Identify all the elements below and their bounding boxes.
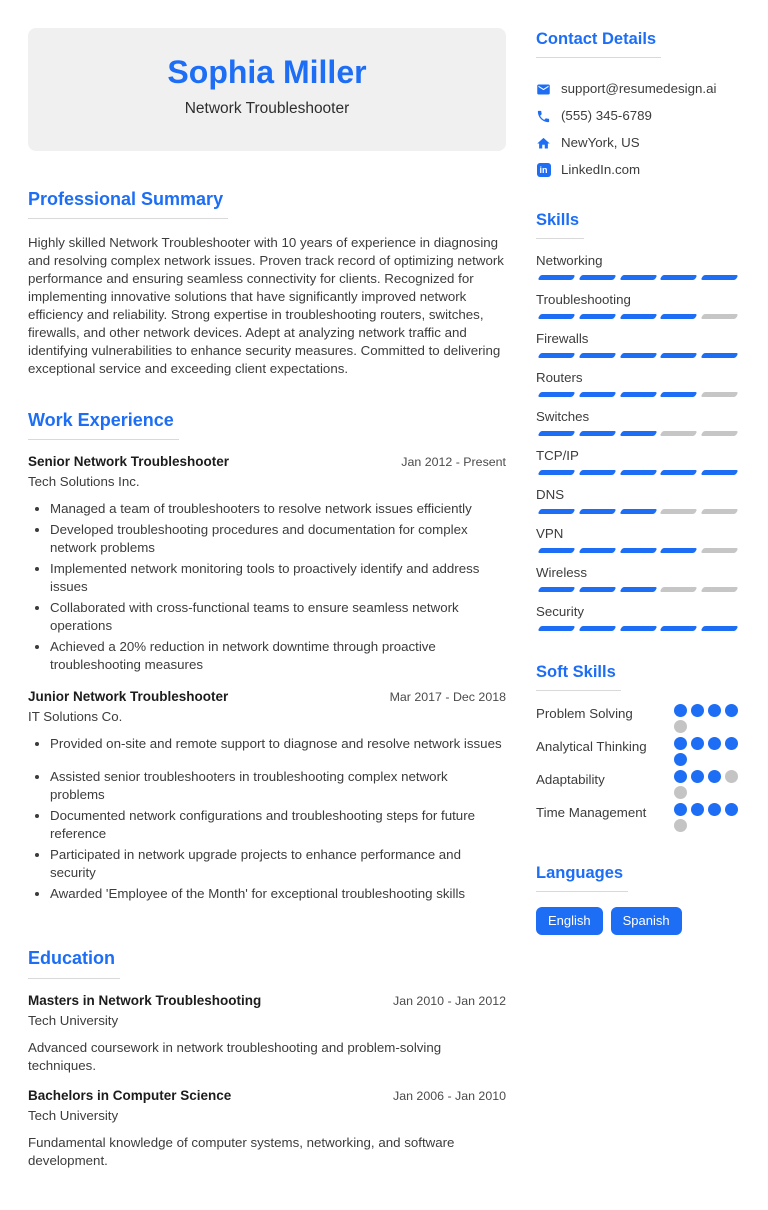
skills-list — [536, 252, 740, 630]
skill-level-bar — [536, 392, 740, 397]
header-card — [28, 28, 506, 151]
soft-skill-dots — [674, 803, 740, 832]
skill-segment-empty — [660, 509, 698, 514]
rating-dot-filled — [708, 737, 721, 750]
education-dates: Jan 2010 - Jan 2012 — [393, 993, 506, 1008]
skill-level-bar — [536, 470, 740, 475]
skill-label: Firewalls — [536, 331, 589, 347]
job-dates: Jan 2012 - Present — [401, 455, 506, 470]
contact-email-text: support@resumedesign.ai — [561, 81, 717, 97]
skill-segment-filled — [538, 470, 576, 475]
skill-level-bar — [536, 353, 740, 358]
rating-dot-empty — [725, 770, 738, 783]
rating-dot-filled — [674, 753, 687, 766]
main-column — [28, 28, 506, 1182]
skill-segment-filled — [578, 431, 616, 436]
rating-dot-empty — [674, 786, 687, 799]
job-bullet: • Managed a team of troubleshooters to resolve network issues efficiently — [50, 500, 506, 518]
skill-segment-filled — [660, 392, 698, 397]
skill-segment-filled — [578, 470, 616, 475]
skill-segment-filled — [538, 392, 576, 397]
education-heading: Education — [28, 946, 120, 978]
skill-segment-filled — [619, 587, 657, 592]
rating-dot-filled — [691, 803, 704, 816]
skill-segment-empty — [660, 587, 698, 592]
skill-segment-filled — [538, 353, 576, 358]
soft-skill-label: Adaptability — [536, 771, 605, 787]
soft-skills-section — [536, 661, 740, 832]
job-bullet-list — [28, 500, 506, 673]
skill-segment-filled — [578, 509, 616, 514]
skill-label: TCP/IP — [536, 447, 579, 463]
rating-dot-filled — [725, 803, 738, 816]
language-badge: English — [536, 907, 603, 935]
education-description: Fundamental knowledge of computer systems, networking, and software development. — [28, 1134, 455, 1168]
education-school: Tech University — [28, 1108, 119, 1123]
rating-dot-filled — [691, 770, 704, 783]
skill-segment-filled — [701, 470, 739, 475]
skills-heading: Skills — [536, 209, 584, 239]
skill-label: Wireless — [536, 564, 587, 580]
skill-level-bar — [536, 587, 740, 592]
skill-label: Switches — [536, 409, 590, 425]
skill-row — [536, 408, 740, 436]
contact-item-phone[interactable] — [536, 107, 740, 125]
language-badge: Spanish — [611, 907, 682, 935]
skill-segment-filled — [660, 353, 698, 358]
languages-list — [536, 907, 740, 935]
skill-segment-filled — [578, 548, 616, 553]
skill-segment-filled — [578, 353, 616, 358]
skill-level-bar — [536, 314, 740, 319]
skill-level-bar — [536, 275, 740, 280]
skill-segment-filled — [701, 275, 739, 280]
job-bullet-list — [28, 735, 506, 903]
soft-skill-row — [536, 803, 740, 832]
skill-segment-filled — [660, 470, 698, 475]
skill-row — [536, 291, 740, 319]
skill-segment-filled — [619, 431, 657, 436]
email-icon — [536, 82, 551, 97]
job-company: Tech Solutions Inc. — [28, 474, 140, 490]
education-entry — [28, 1087, 506, 1170]
education-entry-header — [28, 992, 506, 1010]
education-degree: Masters in Network Troubleshooting — [28, 992, 262, 1008]
skill-segment-filled — [619, 392, 657, 397]
skill-row — [536, 564, 740, 592]
skill-segment-filled — [578, 392, 616, 397]
skill-segment-filled — [619, 314, 657, 319]
languages-heading: Languages — [536, 862, 628, 892]
rating-dot-filled — [674, 770, 687, 783]
skill-segment-empty — [701, 314, 739, 319]
skill-level-bar — [536, 548, 740, 553]
skill-segment-filled — [619, 353, 657, 358]
job-bullet: • Achieved a 20% reduction in network downtime through proactive troubleshooting measures — [50, 638, 506, 674]
skill-segment-filled — [538, 431, 576, 436]
education-entry — [28, 992, 506, 1075]
job-entry — [28, 453, 506, 674]
job-bullet: • Developed troubleshooting procedures and documentation for complex network problems — [50, 521, 506, 557]
rating-dot-filled — [674, 803, 687, 816]
soft-skills-heading: Soft Skills — [536, 661, 621, 691]
rating-dot-filled — [708, 803, 721, 816]
contact-phone-text: (555) 345-6789 — [561, 108, 652, 124]
skill-segment-filled — [701, 626, 739, 631]
experience-heading: Work Experience — [28, 408, 179, 440]
skill-segment-filled — [538, 275, 576, 280]
contact-heading: Contact Details — [536, 28, 661, 58]
skill-segment-filled — [660, 314, 698, 319]
contact-location-text: NewYork, US — [561, 135, 640, 151]
skill-segment-filled — [538, 548, 576, 553]
job-entry-header — [28, 453, 506, 471]
skill-segment-filled — [578, 275, 616, 280]
rating-dot-empty — [674, 819, 687, 832]
skill-segment-empty — [701, 548, 739, 553]
skill-segment-filled — [538, 587, 576, 592]
rating-dot-filled — [674, 737, 687, 750]
job-title: Senior Network Troubleshooter — [28, 454, 230, 470]
skill-segment-filled — [660, 548, 698, 553]
rating-dot-filled — [725, 704, 738, 717]
soft-skill-row — [536, 737, 740, 766]
skill-segment-filled — [578, 587, 616, 592]
job-bullet: • Participated in network upgrade projects to enhance performance and security — [50, 846, 506, 882]
skill-label: Troubleshooting — [536, 292, 631, 308]
candidate-name: Sophia Miller — [167, 54, 367, 90]
job-dates: Mar 2017 - Dec 2018 — [389, 689, 506, 704]
skill-label: VPN — [536, 525, 564, 541]
skill-segment-filled — [578, 626, 616, 631]
skill-row — [536, 369, 740, 397]
sidebar — [536, 28, 740, 1182]
skill-segment-filled — [619, 470, 657, 475]
job-bullet: • Documented network configurations and troubleshooting steps for future reference — [50, 807, 506, 843]
skill-row — [536, 330, 740, 358]
skills-section — [536, 209, 740, 631]
skill-segment-filled — [660, 275, 698, 280]
skill-row — [536, 447, 740, 475]
contact-item-email[interactable] — [536, 80, 740, 98]
job-title: Junior Network Troubleshooter — [28, 688, 229, 704]
skill-label: Routers — [536, 370, 583, 386]
rating-dot-empty — [674, 720, 687, 733]
skill-row — [536, 486, 740, 514]
job-entry — [28, 688, 506, 903]
soft-skill-row — [536, 770, 740, 799]
skill-level-bar — [536, 626, 740, 631]
job-bullet: • Collaborated with cross-functional teams to ensure seamless network operations — [50, 599, 506, 635]
skill-segment-filled — [701, 353, 739, 358]
candidate-job-title: Network Troubleshooter — [184, 100, 350, 118]
skill-segment-filled — [619, 509, 657, 514]
rating-dot-filled — [708, 704, 721, 717]
education-school: Tech University — [28, 1012, 119, 1028]
contact-section — [536, 28, 740, 179]
skill-level-bar — [536, 509, 740, 514]
skill-level-bar — [536, 431, 740, 436]
soft-skill-dots — [674, 737, 740, 766]
job-bullet: • Assisted senior troubleshooters in troubleshooting complex network problems — [50, 768, 506, 804]
rating-dot-filled — [708, 770, 721, 783]
rating-dot-filled — [691, 704, 704, 717]
contact-item-linkedin[interactable] — [536, 161, 740, 179]
skill-segment-filled — [660, 626, 698, 631]
skill-segment-empty — [701, 431, 739, 436]
job-bullet: • Awarded 'Employee of the Month' for exceptional troubleshooting skills — [50, 885, 506, 903]
skill-label: DNS — [536, 486, 565, 502]
soft-skill-row — [536, 704, 740, 733]
contact-linkedin-text: LinkedIn.com — [561, 162, 641, 178]
job-entry-header — [28, 688, 506, 706]
soft-skills-list — [536, 704, 740, 832]
soft-skill-label: Problem Solving — [536, 705, 633, 721]
phone-icon — [536, 109, 551, 124]
summary-text: Highly skilled Network Troubleshooter with 10 years of experience in diagnosing and resolving complex network issues. Proven track record of optimizing network performance and ensuring seamless connectivity for clients. Recognized for implementing innovative solutions that have significantly improved network efficiency and reliability. Strong expertise in troubleshooting routers, switches, firewalls, and other network devices. Adept at analyzing network traffic and identifying vulnerabilities to enhance security measures. Committed to delivering exceptional service and exceeding client expectations. — [28, 235, 504, 376]
contact-item-location[interactable] — [536, 134, 740, 152]
linkedin-icon: in — [536, 163, 551, 178]
skill-row — [536, 603, 740, 631]
skill-row — [536, 525, 740, 553]
languages-section — [536, 862, 740, 935]
rating-dot-filled — [691, 737, 704, 750]
home-icon — [536, 136, 551, 151]
skill-segment-empty — [701, 509, 739, 514]
education-dates: Jan 2006 - Jan 2010 — [393, 1088, 506, 1103]
skill-segment-filled — [619, 626, 657, 631]
job-bullet: • Provided on-site and remote support to diagnose and resolve network issues — [50, 735, 506, 753]
soft-skill-label: Analytical Thinking — [536, 738, 647, 754]
rating-dot-filled — [725, 737, 738, 750]
rating-dot-filled — [674, 704, 687, 717]
summary-heading: Professional Summary — [28, 187, 228, 219]
job-bullet: • Implemented network monitoring tools to proactively identify and address issues — [50, 560, 506, 596]
education-description: Advanced coursework in network troubleshooting and problem-solving techniques. — [28, 1039, 442, 1073]
skill-segment-filled — [538, 509, 576, 514]
soft-skill-dots — [674, 704, 740, 733]
skill-segment-filled — [538, 626, 576, 631]
skill-segment-empty — [701, 392, 739, 397]
education-degree: Bachelors in Computer Science — [28, 1087, 232, 1103]
education-entry-header — [28, 1087, 506, 1105]
skill-segment-filled — [619, 275, 657, 280]
skill-row — [536, 252, 740, 280]
skill-segment-filled — [619, 548, 657, 553]
skill-label: Security — [536, 603, 585, 619]
skill-segment-filled — [578, 314, 616, 319]
skill-label: Networking — [536, 253, 603, 269]
skill-segment-empty — [660, 431, 698, 436]
job-company: IT Solutions Co. — [28, 709, 123, 725]
soft-skill-label: Time Management — [536, 804, 647, 820]
soft-skill-dots — [674, 770, 740, 799]
skill-segment-filled — [538, 314, 576, 319]
skill-segment-empty — [701, 587, 739, 592]
